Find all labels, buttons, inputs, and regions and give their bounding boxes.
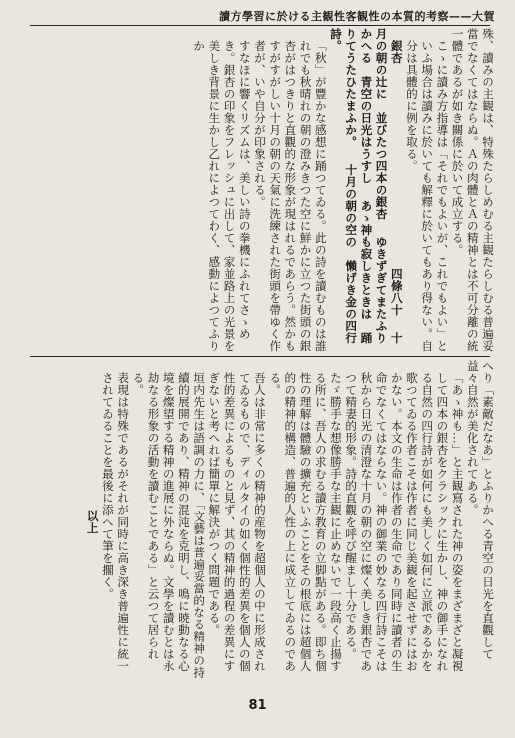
- poem-line: 十月の朝の空の 懶げき金の四行詩。: [328, 28, 359, 345]
- section-rule: [30, 356, 490, 357]
- paragraph: たゞ勝手な想像勝手な主観に止めないで一段高く止揚する所に、吾人の求むる讀方教育の立脚點がある。即ち個性の理解は體驗の擴充といふことをその根底には超個人的の精神的構造、普遍的人性の上に成立してゐるのである。: [268, 372, 343, 672]
- paragraph: 殊、讀みの主観は、特殊たらしめむる主観たらしむる普遍妥當でなくてはならぬ。Ａの肉體とＡの精神とは不可分離の統一體であるが如き關係に於いて成立する。: [450, 28, 495, 352]
- lower-text-block: [25, 360, 495, 682]
- poem-title: 銀杏 四條八十: [389, 40, 404, 316]
- paragraph: 「秋」が豐かな感想に踊つてゐる。此の詩を讀むものは誰れでも秋晴れの朝の澄みきつた空に鮮かに立つた街頭の銀杏がはつきりと直觀的な形象が現はれるであらう。然かもすがすがしい十月の朝の天氣に洗練された街頭を帶ゆく作者が、いや自分が印象される。: [252, 40, 328, 352]
- poem-line: あゝ神も寂しきときは 踊りてうたひたまふか。: [344, 28, 374, 345]
- header-rule: [30, 25, 490, 26]
- closing-mark: 以上: [85, 510, 100, 534]
- upper-text-block: [25, 28, 495, 354]
- poem-line: 十月の朝の辻に 並びたつ四本の銀杏: [374, 28, 404, 345]
- paragraph: へり「素敵だなあ」とふりかへる青空の日光を直觀して益々自然が美化されてある。: [465, 360, 495, 660]
- paragraph: 表現は特殊であるがそれが同時に高き深き普遍性に統一されてゐることを最後に添へて筆を擱く。: [100, 372, 131, 672]
- paragraph: 吾人は非常に多くの精神的産物を超個人の中に形成されてゐるもので、ディルタイの如く個性的差異を個人の個性的差異によるものと見ず、其の精神的過程の差異にすぎないと考へれば簡單に解決がつく問題である。: [207, 372, 267, 672]
- paragraph: 「あゝ神も…」と主観寫された神の姿をまざまざと凝視して四本の銀杏をクラシックに生かし、神の御手になれる自然の四行詩が如何にも美しく如何に立派であるかを歌つてゐる作者こそは作者に同じ美観を起させずにはおかない。本文の生命は作者の生命であり同時に讀者の生命でなくてはならない。神の御業の妙なる四行詩こそは秋から日光の清澄な十月の朝の空に燦く美しき銀杏であつて精妻的形象。詩的直觀を呼び醒まし十分である。: [344, 372, 465, 672]
- page-number: 81: [248, 698, 267, 713]
- running-header: 讀方學習に於ける主観性客観性の本質的考察——大賀: [219, 10, 495, 23]
- paragraph: 垣内先生は語調の力に、「文藝は普遍妥當的なる精神の持續的展開であり、精神の混沌を克明し、鳴に暁動なる心境を燦望する精神の進展に外ならぬ。文學を讀むとは永劫なる形象の活動を讀むことである」と云つて居られる。: [131, 372, 207, 679]
- paragraph: こゝに讀み方指導は「それでもよいが、これでもよい」といふ場合は讀みに於いても解釋に於いてもあり得ない。自分は具體的に例を取る。: [404, 40, 450, 352]
- poem-line: ゆきずぎてまたふりかへる 青空の日光はうすし: [359, 28, 389, 345]
- paragraph: すなほに響くリズムは、美しい詩の拳機にふれてさゝめき。銀杏の印象をフレッシュに出して、家並路上の光景を美しき背景に生かし乙れによつてわく、感動によつてふりか: [192, 40, 252, 352]
